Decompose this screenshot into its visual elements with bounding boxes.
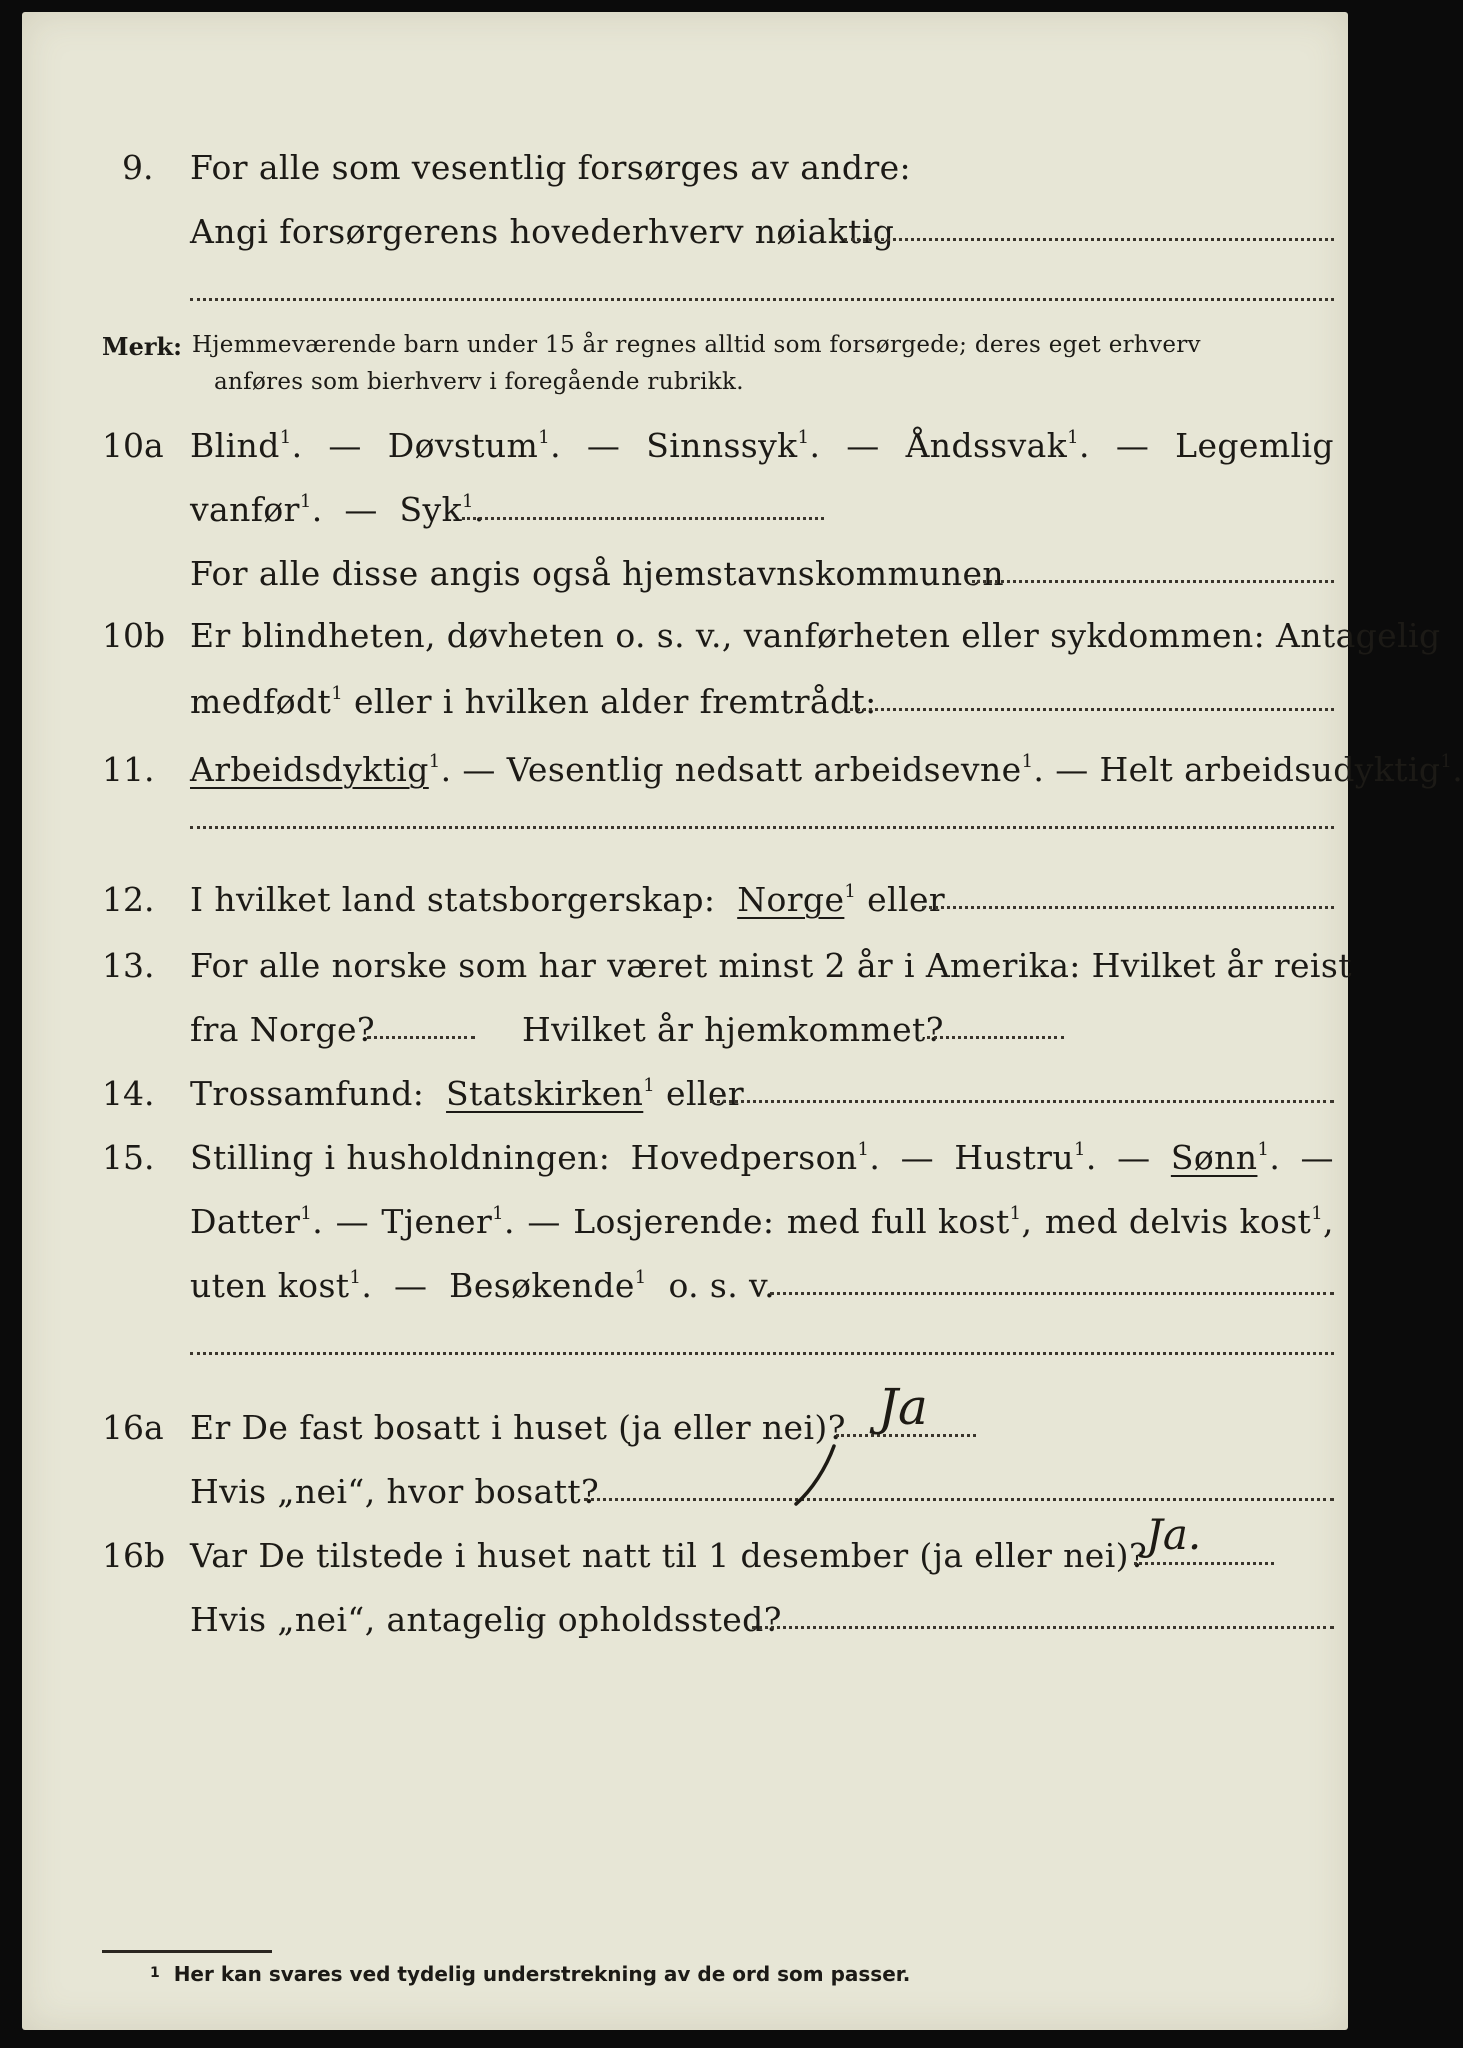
footnote-mark: 1: [150, 1965, 160, 1981]
q10b-line-2: [190, 682, 877, 721]
q10a-opt-legemlig[interactable]: Legemlig: [1175, 426, 1334, 465]
census-form-page: [22, 12, 1463, 2030]
q13-fra-norge: fra Norge?: [190, 1010, 376, 1049]
q10a-opt-sinnssyk[interactable]: Sinnssyk$^1$.: [646, 426, 821, 465]
q11-number: 11.: [102, 750, 155, 789]
q10a-dash: —: [1115, 426, 1150, 465]
q15-opt-full-kost[interactable]: med full kost$^1$,: [786, 1202, 1033, 1241]
q15-number: 15.: [102, 1138, 155, 1177]
merk-label: Merk:: [102, 332, 182, 361]
q10b-line-1: Er blindheten, døvheten o. s. v., vanførheten eller sykdommen: Antagelig: [190, 616, 1441, 655]
q10a-options-row: [190, 426, 1334, 465]
q10a-dash: —: [586, 426, 621, 465]
q16b-question: Var De tilstede i huset natt til 1 desember (ja eller nei)?: [190, 1536, 1148, 1575]
q10a-dash: —: [328, 426, 362, 465]
q10a-line-3: For alle disse angis også hjemstavnskommunen: [190, 554, 1005, 593]
q13-hjemkommet-field[interactable]: [927, 1036, 1064, 1039]
q12-question: I hvilket land statsborgerskap:: [190, 880, 716, 919]
q10a-opt-syk[interactable]: Syk$^1$.: [399, 490, 485, 529]
q15-opt-uten-kost[interactable]: uten kost$^1$.: [190, 1266, 373, 1305]
q16a-handwritten-answer: Ja: [878, 1378, 928, 1436]
q10a-opt-vanfor[interactable]: vanfør$^1$.: [190, 490, 323, 529]
q15-answer-field-2[interactable]: [190, 1352, 1334, 1355]
q9-heading: For alle som vesentlig forsørges av andre:: [190, 148, 912, 187]
q15-opt-tjener[interactable]: Tjener$^1$.: [381, 1202, 515, 1241]
q16b-answer-field[interactable]: [1134, 1562, 1274, 1565]
q13-hjemkommet: Hvilket år hjemkommet?: [522, 1010, 944, 1049]
q15-opt-sonn[interactable]: Sønn$^1$.: [1170, 1138, 1281, 1177]
q16a-line-2: Hvis „nei“, hvor bosatt?: [190, 1472, 600, 1511]
q15-line-3: uten kost$^1$. — Besøkende$^1$ o. s. v.: [190, 1266, 776, 1305]
q14-number: 14.: [102, 1074, 155, 1113]
q12-eller: eller: [867, 880, 946, 919]
q16a-bosatt-field[interactable]: [584, 1498, 1334, 1501]
q12-answer-field[interactable]: [922, 906, 1334, 909]
q10a-number: 10a: [102, 426, 164, 465]
q15-opt-hovedperson[interactable]: Hovedperson$^1$.: [630, 1138, 881, 1177]
q13-line-1: For alle norske som har været minst 2 år i Amerika: Hvilket år reist: [190, 946, 1352, 985]
q10b-answer-field[interactable]: [850, 708, 1334, 711]
q11-opt-nedsatt[interactable]: Vesentlig nedsatt arbeidsevne$^1$: [506, 750, 1034, 789]
q10a-opt-blind[interactable]: Blind$^1$.: [190, 426, 303, 465]
q16b-number: 16b: [102, 1536, 166, 1575]
q10b-number: 10b: [102, 616, 166, 655]
footnote-rule: [102, 1950, 272, 1953]
q15-osv: o. s. v.: [668, 1266, 776, 1305]
q15-opt-besokende[interactable]: Besøkende$^1$: [449, 1266, 647, 1305]
q11-answer-field[interactable]: [190, 826, 1334, 829]
q15-line-2: Datter$^1$. — Tjener$^1$. — Losjerende: med full kost$^1$, med delvis kost$^1$,: [190, 1202, 1334, 1241]
q10b-question: eller i hvilken alder fremtrådt:: [343, 682, 877, 721]
q13-number: 13.: [102, 946, 155, 985]
q14-opt-statskirken[interactable]: Statskirken: [446, 1074, 644, 1113]
q16a-number: 16a: [102, 1408, 164, 1447]
q9-answer-field-2[interactable]: [190, 298, 1334, 301]
merk-line-2: anføres som bierhverv i foregående rubrikk.: [214, 369, 744, 395]
q15-opt-hustru[interactable]: Hustru$^1$.: [954, 1138, 1097, 1177]
q10a-opt-andssvak[interactable]: Åndssvak$^1$.: [905, 426, 1090, 465]
q14-answer-field[interactable]: [710, 1100, 1334, 1103]
q15-opt-delvis-kost[interactable]: med delvis kost$^1$,: [1044, 1202, 1334, 1241]
q14-question: Trossamfund:: [190, 1074, 425, 1113]
q15-answer-field[interactable]: [770, 1292, 1334, 1295]
q15-line-1: Stilling i husholdningen: Hovedperson$^1$. — Hustru$^1$. — Sønn$^1$. —: [190, 1138, 1334, 1177]
q11-opt-udyktig[interactable]: Helt arbeidsudyktig$^1$: [1099, 750, 1453, 789]
q14-line: Trossamfund: Statskirken$^1$ eller: [190, 1074, 744, 1113]
q13-reist-field[interactable]: [367, 1036, 475, 1039]
q12-opt-norge[interactable]: Norge: [737, 880, 845, 919]
q16a-question: Er De fast bosatt i huset (ja eller nei)?: [190, 1408, 846, 1447]
q10a-dash: —: [846, 426, 880, 465]
q15-losjerende: Losjerende:: [573, 1202, 775, 1241]
q15-question: Stilling i husholdningen:: [190, 1138, 611, 1177]
handwritten-stroke-icon: [782, 1442, 852, 1512]
q16b-handwritten-answer: Ja.: [1146, 1510, 1202, 1559]
q11-options-row: Arbeidsdyktig$^1$. — Vesentlig nedsatt arbeidsevne$^1$. — Helt arbeidsudyktig$^1$.: [190, 750, 1463, 789]
q10a-opt-dovstum[interactable]: Døvstum$^1$.: [387, 426, 561, 465]
q10a-line-2: vanfør$^1$. — Syk$^1$.: [190, 490, 485, 529]
q12-line: I hvilket land statsborgerskap: Norge$^1$ eller: [190, 880, 946, 919]
q10a-kommune-field[interactable]: [972, 580, 1334, 583]
footnote-text: Her kan svares ved tydelig understrekning av de ord som passer.: [173, 1962, 911, 1986]
q16b-line-2: Hvis „nei“, antagelig opholdssted?: [190, 1600, 782, 1639]
q9-answer-field[interactable]: [844, 238, 1334, 241]
q12-number: 12.: [102, 880, 155, 919]
merk-line-1: Hjemmeværende barn under 15 år regnes alltid som forsørgede; deres eget erhverv: [192, 332, 1201, 358]
q9-instruction: Angi forsørgerens hovederhverv nøiaktig: [190, 212, 895, 251]
q10b-opt-medfodt[interactable]: medfødt$^1$: [190, 682, 344, 721]
footnote: [150, 1962, 910, 1986]
q15-opt-datter[interactable]: Datter$^1$.: [190, 1202, 324, 1241]
q11-opt-arbeidsdyktig[interactable]: Arbeidsdyktig: [190, 750, 429, 789]
q14-eller: eller: [666, 1074, 744, 1113]
q9-number: 9.: [122, 148, 154, 187]
q16b-opholdssted-field[interactable]: [752, 1626, 1334, 1629]
q10a-answer-field[interactable]: [462, 517, 824, 520]
